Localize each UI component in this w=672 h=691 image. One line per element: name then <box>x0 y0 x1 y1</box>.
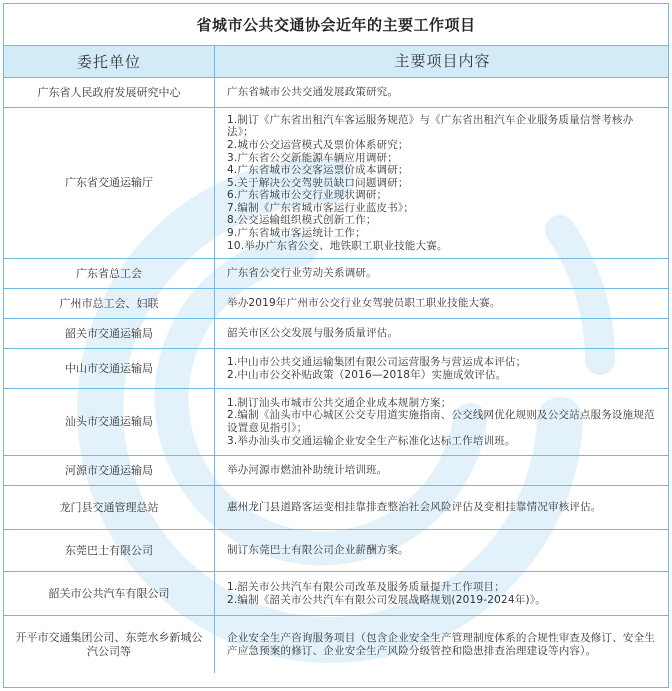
content-cell <box>215 319 668 348</box>
content-line: 惠州龙门县道路客运变相挂靠排查整治社会风险评估及变相挂靠情况审核评估。 <box>227 501 602 514</box>
content-cell <box>215 289 668 318</box>
content-cell <box>215 530 668 571</box>
content-line: 5.关于解决公交驾驶员缺口问题调研； <box>227 176 409 189</box>
content-cell <box>215 486 668 529</box>
content-line: 9.广东省城市客运统计工作； <box>227 227 366 240</box>
content-line: 4.广东省城市公交客运票价成本调研； <box>227 164 409 177</box>
content-cell <box>215 616 668 673</box>
table-row <box>4 108 668 259</box>
content-cell <box>215 259 668 288</box>
table-row <box>4 530 668 572</box>
content-line: 6.广东省城市公交行业现状调研； <box>227 189 388 202</box>
unit-cell: 广东省总工会 <box>4 259 215 288</box>
table-row <box>4 389 668 456</box>
table-title: 省城市公共交通协会近年的主要工作项目 <box>4 4 668 46</box>
table-row <box>4 78 668 108</box>
unit-cell: 广东省交通运输厅 <box>4 108 215 258</box>
content-cell <box>215 456 668 485</box>
content-line: 1.韶关市公共汽车有限公司改革及服务质量提升工作项目； <box>227 580 505 593</box>
content-line: 10.举办广东省公交、地铁职工职业技能大赛。 <box>227 239 448 252</box>
table-row <box>4 572 668 616</box>
unit-cell: 东莞巴士有限公司 <box>4 530 215 571</box>
content-line: 企业安全生产咨询服务项目（包含企业安全生产管理制度体系的合规性审查及修订、安全生产应急预案的修订、企业安全生产风险分级管控和隐患排查治理建设等内容）。 <box>227 631 655 657</box>
content-cell <box>215 389 668 455</box>
header-project-content: 主要项目内容 <box>394 52 491 71</box>
content-line: 3.举办汕头市交通运输企业安全生产标准化达标工作培训班。 <box>227 434 516 447</box>
content-line: 2.编制《汕头市中心城区公交专用道实施指南、公交线网优化规则及公交站点服务设施规范设置意见指引》； <box>227 409 655 434</box>
unit-cell: 中山市交通运输局 <box>4 349 215 388</box>
content-line: 8.公交运输组织模式创新工作； <box>227 214 377 227</box>
content-line: 广东省公交行业劳动关系调研。 <box>227 267 377 280</box>
content-line: 制订东莞巴士有限公司企业薪酬方案。 <box>227 544 409 557</box>
unit-cell: 河源市交通运输局 <box>4 456 215 485</box>
content-line: 1.制订《广东省出租汽车客运服务规范》与《广东省出租汽车企业服务质量信誉考核办法》； <box>227 113 634 139</box>
table-row <box>4 319 668 349</box>
content-line: 1.制订汕头市城市公共交通企业成本规制方案； <box>227 396 452 409</box>
content-line: 1.中山市公共交通运输集团有限公司运营服务与营运成本评估； <box>227 355 527 368</box>
content-line: 举办2019年广州市公交行业女驾驶员职工职业技能大赛。 <box>227 297 501 310</box>
table-row <box>4 289 668 319</box>
content-cell <box>215 349 668 388</box>
table-row <box>4 349 668 389</box>
header-commissioning-unit: 委托单位 <box>4 46 215 77</box>
content-cell <box>215 78 668 107</box>
table-row <box>4 456 668 486</box>
work-projects-table <box>3 3 669 688</box>
content-line: 韶关市区公交发展与服务质量评估。 <box>227 327 399 340</box>
content-line: 举办河源市燃油补助统计培训班。 <box>227 464 388 477</box>
unit-cell: 广东省人民政府发展研究中心 <box>4 78 215 107</box>
content-line: 2.中山市公交补贴政策（2016—2018年）实施成效评估。 <box>227 368 507 381</box>
content-cell <box>215 572 668 615</box>
table-row <box>4 616 668 673</box>
unit-cell: 龙门县交通管理总站 <box>4 486 215 529</box>
unit-cell: 开平市交通集团公司、东莞水乡新城公汽公司等 <box>4 616 215 673</box>
table-header-row <box>4 46 668 78</box>
content-line: 7.编制《广东省城市客运行业蓝皮书》； <box>227 201 415 214</box>
content-cell <box>215 108 668 258</box>
content-line: 2.编制《韶关市公共汽车有限公司发展战略规划(2019-2024年)》。 <box>227 593 546 606</box>
content-line: 3.广东省公交新能源车辆应用调研； <box>227 151 398 164</box>
unit-cell: 韶关市交通运输局 <box>4 319 215 348</box>
table-row <box>4 259 668 289</box>
content-line: 广东省城市公共交通发展政策研究。 <box>227 86 399 99</box>
unit-cell: 汕头市交通运输局 <box>4 389 215 455</box>
unit-cell: 韶关市公共汽车有限公司 <box>4 572 215 615</box>
unit-cell: 广州市总工会、妇联 <box>4 289 215 318</box>
content-line: 2.城市公交运营模式及票价体系研究； <box>227 138 409 151</box>
table-row <box>4 486 668 530</box>
